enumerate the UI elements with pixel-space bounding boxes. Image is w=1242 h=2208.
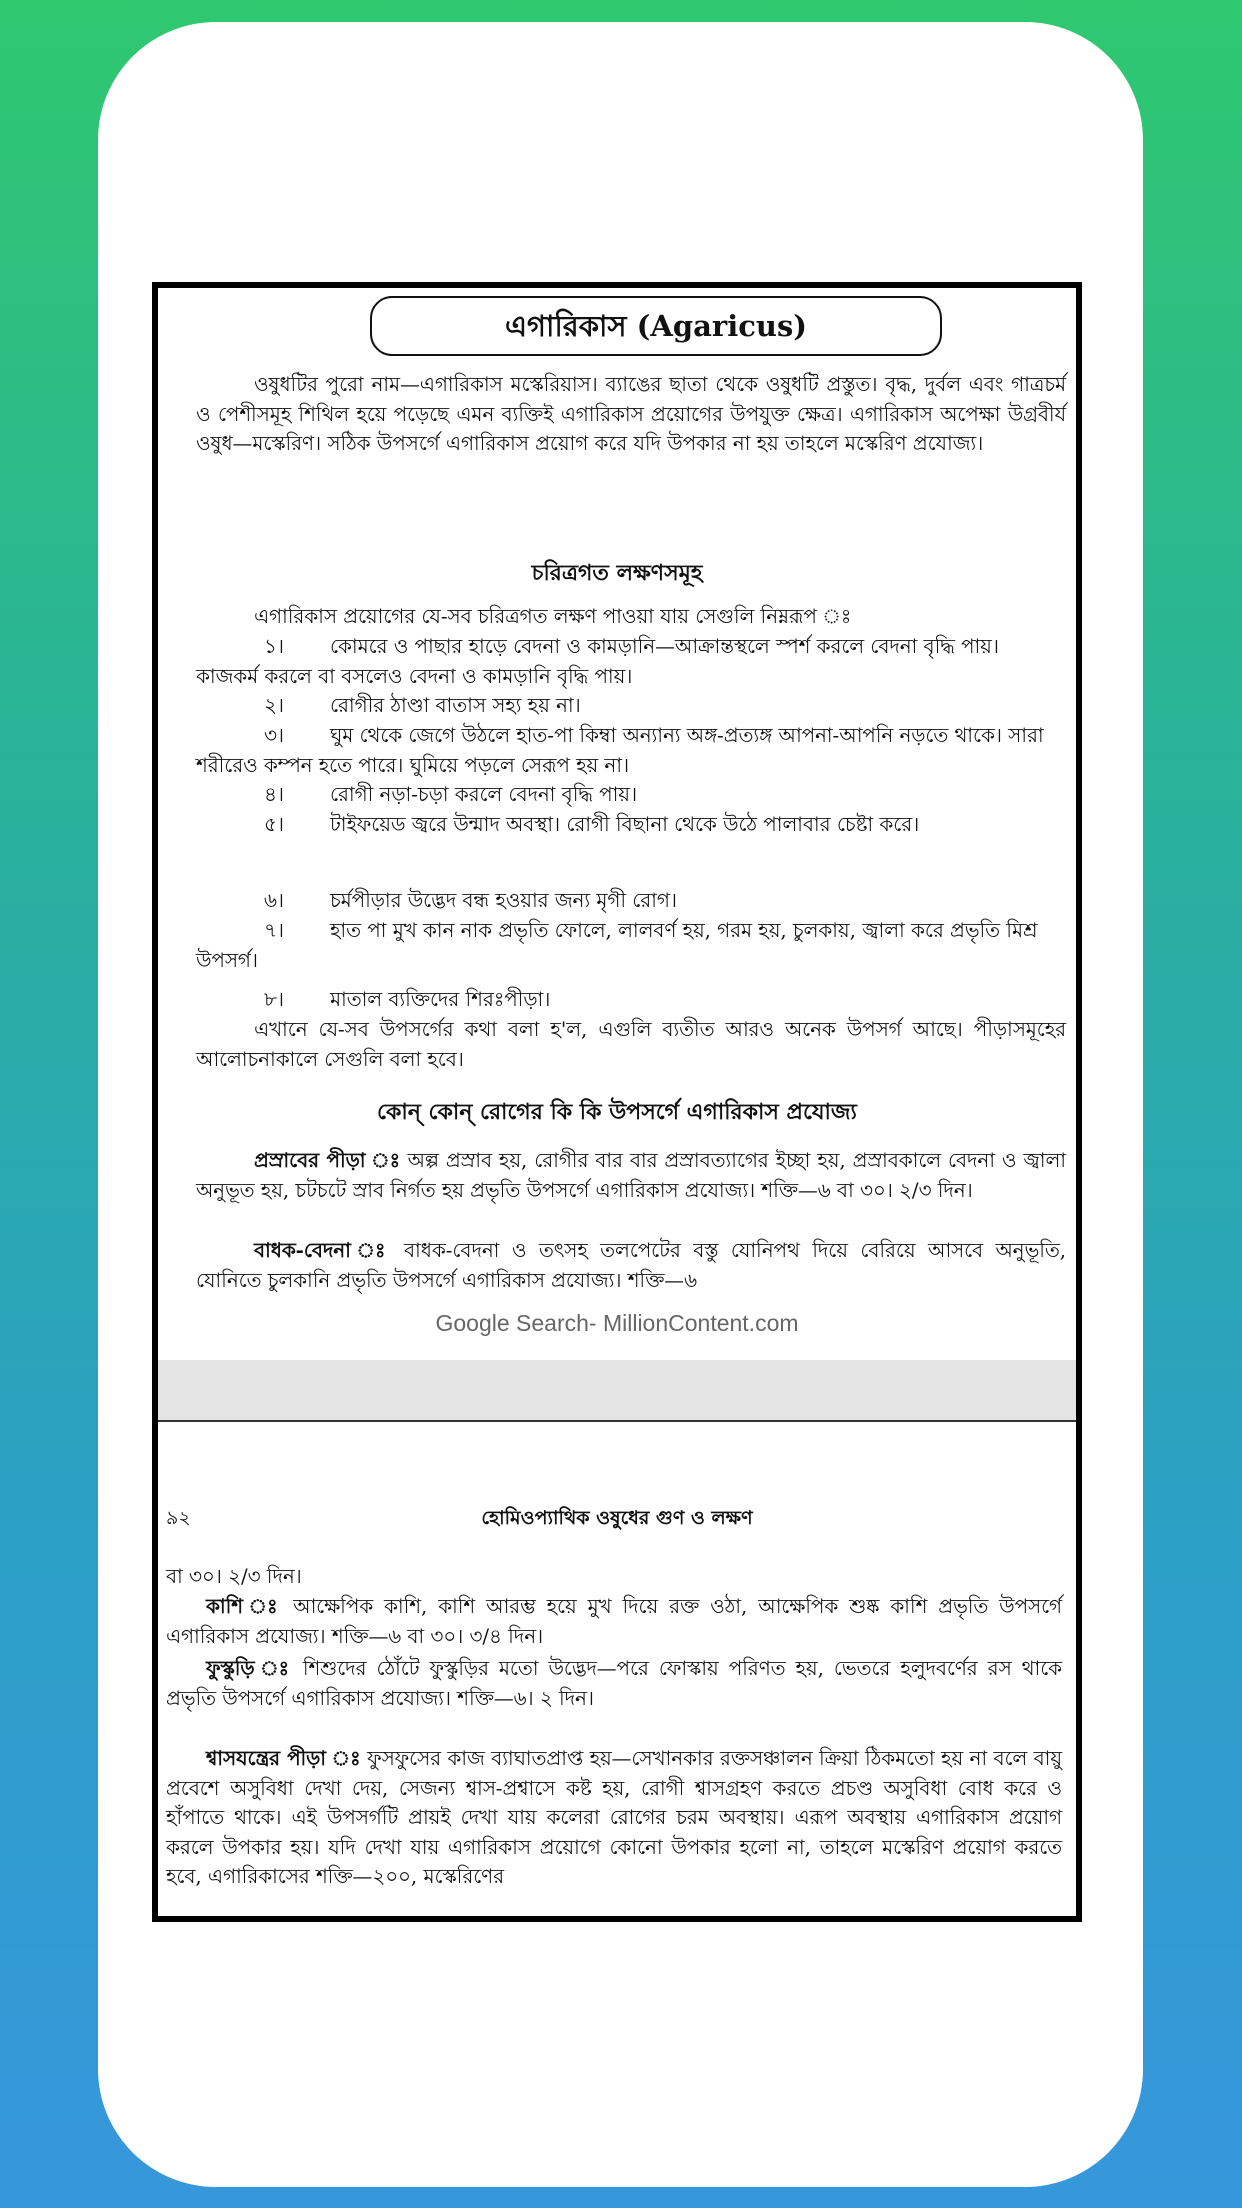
watermark-footer: Google Search- MillionContent.com: [435, 1310, 799, 1336]
labor-pain-paragraph: বাধক-বেদনা ঃ বাধক-বেদনা ও তৎসহ তলপেটের বস্তু যোনিপথ দিয়ে বেরিয়ে আসবে অনুভূতি, যোনিতে চুলকানি প্রভৃতি উপসর্গে এগারিকাস প্রযোজ্য। শক্তি—৬: [196, 1238, 1066, 1292]
page-title: এগারিকাস (Agaricus): [370, 296, 942, 356]
list-item: ১। কোমরে ও পাছার হাড়ে বেদনা ও কামড়ানি—আক্রান্তস্থলে স্পর্শ করলে বেদনা বৃদ্ধি পায়। কাজকর্ম করলে বা বসলেও বেদনা ও কামড়ানি বৃদ্ধি পায়।: [196, 635, 999, 688]
list-item: ৬। চর্মপীড়ার উদ্ভেদ বন্ধ হওয়ার জন্য মৃগী রোগ।: [264, 889, 677, 912]
list-item: ৮। মাতাল ব্যক্তিদের শিরঃপীড়া।: [264, 988, 551, 1011]
section-intro: এগারিকাস প্রয়োগের যে-সব চরিত্রগত লক্ষণ পাওয়া যায় সেগুলি নিম্নরূপ ঃ: [254, 605, 852, 628]
scanned-page-2: [158, 1422, 1076, 1922]
urine-paragraph: প্রস্রাবের পীড়া ঃ অল্প প্রস্রাব হয়, রোগীর বার বার প্রস্রাবত্যাগের ইচ্ছা হয়, প্রস্রাবকালে বেদনা ও জ্বালা অনুভূত হয়, চটচটে স্রাব নির্গত হয় প্রভৃতি উপসর্গে এগারিকাস প্রযোজ্য। শক্তি—৬ বা ৩০। ২/৩ দিন।: [196, 1148, 1066, 1202]
items-outro: এখানে যে-সব উপসর্গের কথা বলা হ'ল, এগুলি ব্যতীত আরও অনেক উপসর্গ আছে। পীড়াসমূহের আলোচনাকালে সেগুলি বলা হবে।: [196, 1018, 1066, 1071]
running-header-title: হোমিওপ্যাথিক ওষুধের গুণ ও লক্ষণ: [481, 1507, 753, 1529]
intro-paragraph: ওষুধটির পুরো নাম—এগারিকাস মস্কেরিয়াস। ব্যাঙের ছাতা থেকে ওষুধটি প্রস্তুত। বৃদ্ধ, দুর্বল এবং গাত্রচর্ম ও পেশীসমূহ শিথিল হয়ে পড়েছে এমন ব্যক্তিই এগারিকাস প্রয়োগের উপযুক্ত ক্ষেত্র। এগারিকাস অপেক্ষা উগ্রবীর্য ওষুধ—মস্কেরিণ। সঠিক উপসর্গে এগারিকাস প্রয়োগ করে যদি উপকার না হয় তাহলে মস্কেরিণ প্রযোজ্য।: [196, 373, 1066, 455]
list-item: ২। রোগীর ঠাণ্ডা বাতাস সহ্য হয় না।: [264, 694, 581, 717]
section-heading: চরিত্রগত লক্ষণসমূহ: [531, 560, 703, 586]
list-item: ৪। রোগী নড়া-চড়া করলে বেদনা বৃদ্ধি পায়।: [264, 783, 638, 806]
list-item: ৫। টাইফয়েড জ্বরে উন্মাদ অবস্থা। রোগী বিছানা থেকে উঠে পালাবার চেষ্টা করে।: [264, 813, 920, 836]
page-separator: [158, 1360, 1076, 1422]
page-number: ৯২: [166, 1507, 191, 1529]
scanned-page-viewer[interactable]: [152, 282, 1082, 1922]
continuation-text: বা ৩০। ২/৩ দিন।: [166, 1565, 302, 1588]
second-heading: কোন্ কোন্ রোগের কি কি উপসর্গে এগারিকাস প্রযোজ্য: [377, 1099, 857, 1125]
blister-paragraph: ফুস্কুড়ি ঃ শিশুদের ঠোঁটে ফুস্কুড়ির মতো উদ্ভেদ—পরে ফোস্কায় পরিণত হয়, ভেতরে হলুদবর্ণের রস থাকে প্রভৃতি উপসর্গে এগারিকাস প্রযোজ্য। শক্তি—৬। ২ দিন।: [166, 1656, 1062, 1710]
list-item: ৭। হাত পা মুখ কান নাক প্রভৃতি ফোলে, লালবর্ণ হয়, গরম হয়, চুলকায়, জ্বালা করে প্রভৃতি মিশ্র উপসর্গ।: [196, 919, 1038, 972]
scanned-page-1: [158, 288, 1076, 1360]
respiratory-paragraph: শ্বাসযন্ত্রের পীড়া ঃ ফুসফুসের কাজ ব্যাঘাতপ্রাপ্ত হয়—সেখানকার রক্তসঞ্চালন ক্রিয়া ঠিকমতো হয় না বলে বায়ু প্রবেশে অসুবিধা দেখা দেয়, সেজন্য শ্বাস-প্রশ্বাসে কষ্ট হয়, রোগী শ্বাসগ্রহণ করতে প্রচণ্ড অসুবিধা বোধ করে ও হাঁপাতে থাকে। এই উপসর্গটি প্রায়ই দেখা যায় কলেরা রোগের চরম অবস্থায়। এরূপ অবস্থায় এগারিকাস প্রয়োগ করলে উপকার হয়। যদি দেখা যায় এগারিকাস প্রয়োগে কোনো উপকার হলো না, তাহলে মস্কেরিণ প্রয়োগ করতে হবে, এগারিকাসের শক্তি—২০০, মস্কেরিণের: [166, 1746, 1062, 1888]
list-item: ৩। ঘুম থেকে জেগে উঠলে হাত-পা কিম্বা অন্যান্য অঙ্গ-প্রত্যঙ্গ আপনা-আপনি নড়তে থাকে। সারা শরীরেও কম্পন হতে পারে। ঘুমিয়ে পড়লে সেরূপ হয় না।: [196, 724, 1044, 777]
cough-paragraph: কাশি ঃ আক্ষেপিক কাশি, কাশি আরম্ভ হয়ে মুখ দিয়ে রক্ত ওঠা, আক্ষেপিক শুষ্ক কাশি প্রভৃতি উপসর্গে এগারিকাস প্রযোজ্য। শক্তি—৬ বা ৩০। ৩/৪ দিন।: [166, 1594, 1062, 1648]
